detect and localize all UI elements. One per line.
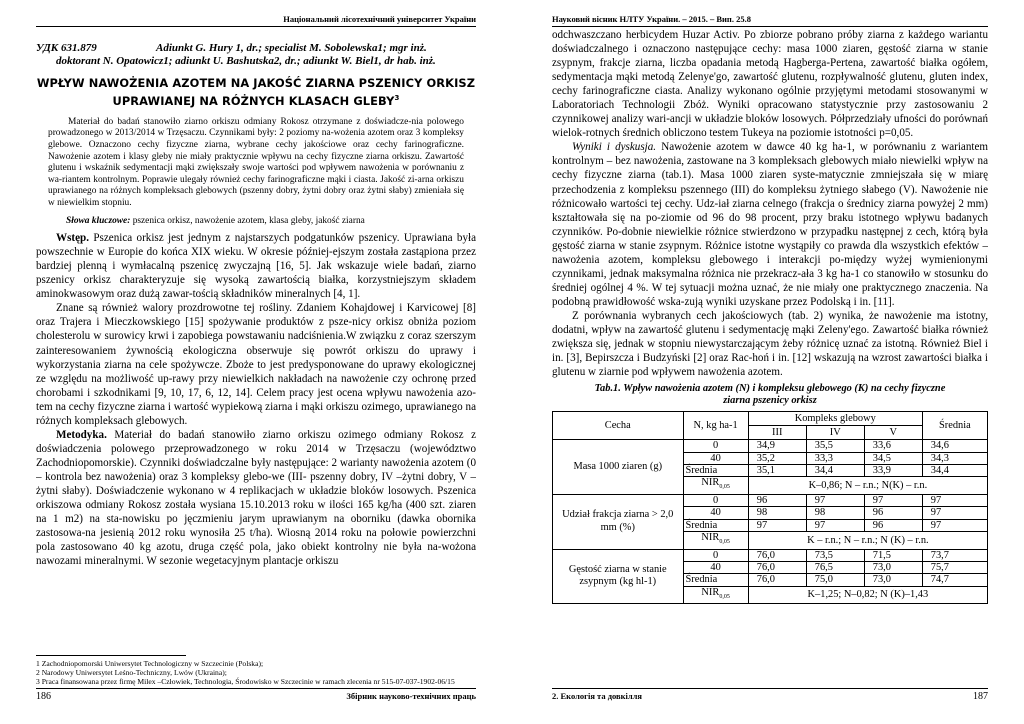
row-group-label: Masa 1000 ziaren (g) bbox=[553, 440, 684, 495]
table-cell: 33,6 bbox=[864, 440, 922, 452]
intro-paragraph bbox=[36, 231, 476, 301]
table-row bbox=[553, 494, 988, 506]
cell-n-dose: 0 bbox=[683, 440, 748, 452]
intro-heading: Wstęp. bbox=[56, 232, 89, 245]
page-number-left: 186 bbox=[36, 691, 51, 702]
nir-value: K–0,86; N – r.n.; N(K) – r.n. bbox=[748, 477, 987, 494]
keywords-label: Słowa kluczowe: bbox=[66, 215, 131, 226]
paragraph-2: Znane są również walory prozdrowotne tej rośliny. Zdaniem Kohajdowej i Karvicowej [8] oraz Trajera i Mieczkowskiego [15] spożywanie produktów z psze-nicy orkisz obniża poziom cholesterolu w surowicy krwi i zapobiega powstawaniu nadciśnienia.W związku z coraz szerszym zainteresowaniem żywnością ekologiczna obserwuje się powrót orkiszu do uprawy i wykorzystania ziarna na cele spożywcze. Zboże to jest predysponowane do uprawy ekologicznej ze względu na możliwość up-rawy przy niewielkich nakładach na nawożenie czy ochronę przed chorobami i szkodnikami [9, 10, 17, 6, 12, 14]. Celem pracy jest ocena wpływu nawożenia azo-tem na cechy fizyczne ziarna i wartość wypiekową ziarna i mąki orkiszu ozimego, uprawianego na różnych kompleksach glebowych. bbox=[36, 302, 476, 427]
results-table bbox=[552, 411, 988, 604]
table-cell: 34,6 bbox=[922, 440, 987, 452]
udk-code: УДК 631.879 bbox=[36, 42, 97, 54]
col-header-srednia: Średnia bbox=[922, 412, 987, 440]
nir-value: K–1,25; N–0,82; N (K)–1,43 bbox=[748, 586, 987, 603]
methods-text: Materiał do badań stanowiło ziarno orkiszu ozimego odmiany Rokosz z doświadczenia polowego przeprowadzonego w roku 2014 w Trzęsaczu (województwo Zachodniopomorskie). Czynniki doświadczalne były następujące: 2 warianty nawożenia azotem (0 – kontrola bez nawożenia) oraz 3 kompleksy glebo-we (III- pszenny dobry, IV –żytni dobry, V –żytni słaby). Doświadczenie wykonano w 4 replikacjach w układzie bloków losowych. Pszenica orkiszowa odmiany Rokosz została wysiana 15.10.2013 roku w ilości 165 kg/ha (400 szt. ziaren na 1 m2) na sta-nowisku po jęczmieniu jarym uprawianym na oborniku (dawka obornika zastosowa-na jesienią 2012 roku wynosiła 25 t/ha). Wiosną 2014 roku na połowie powierzchni pola zastosowano 40 kg azotu, druga część pola, jako obiekt kontrolny nie była na-wożona nawozami mineralnymi. W sezonie wegetacyjnym plantacje orkiszu bbox=[36, 428, 476, 568]
table-cell: 97 bbox=[922, 507, 987, 519]
intro-text: Pszenica orkisz jest jednym z najstarszych podgatunków pszenicy. Uprawiana była powszechnie w Europie do końca XIX wieku. W okresie później-ejszym została zastąpiona przez bardziej plenną i wymłacalną pszenicę zwyczajną [16, 5]. Jak wskazuje wiele badań, ziarno pszenicy orkisz charakteryzuje się wysoką zawartością białka, korzystniejszym składem aminokwasowym oraz dużą zawar-tością składników mineralnych [4, 1]. bbox=[36, 232, 476, 301]
cell-n-dose: Średnia bbox=[683, 464, 748, 476]
cell-n-dose: 40 bbox=[683, 561, 748, 573]
row-group-label: Gęstość ziarna w stanie zsypnym (kg hl-1) bbox=[553, 549, 684, 604]
table-cell: 96 bbox=[864, 519, 922, 531]
right-content bbox=[552, 28, 988, 686]
methods-heading: Metodyka. bbox=[56, 428, 107, 441]
left-content bbox=[36, 28, 476, 686]
col-header-kompleks: Kompleks glebowy bbox=[748, 412, 922, 426]
table-cell: 33,9 bbox=[864, 464, 922, 476]
table-cell: 71,5 bbox=[864, 549, 922, 561]
keywords-text: pszenica orkisz, nawożenie azotem, klasa gleby, jakość ziarna bbox=[132, 215, 365, 226]
table-cell: 76,5 bbox=[806, 561, 864, 573]
abstract: Materiał do badań stanowiło ziarno orkiszu odmiany Rokosz otrzymane z doświadcze-nia polowego prowadzonego w 2013/2014 w Trzęsaczu. Czynnikami były: 2 poziomy na-wożenia azotem oraz 3 kompleksy glebowe. Oznaczono cechy fizyczne ziarna, wybrane cechy jakościowe oraz cechy farinograficzne. Nawożenie azotem i klasy gleby nie miały praktycznie wpływu na cechy fizyczne ziarna orkiszu. Zawartość glutenu i wskaźnik sedymentacji mąki zwiększały swoje wartości pod wpływem nawożenia w porównaniu z wa-riantem kontrolnym. Poprawie ulegały również cechy farinograficzne mąki i ciasta. Jakość zi-arna orkiszu uprawianego na różnych kompleksach glebowych (pszenny dobry, żytni dobry oraz żytni słaby) zmieniała się w niewielkim stopniu. bbox=[48, 116, 464, 208]
table-cell: 33,3 bbox=[806, 452, 864, 464]
col-header-k-iv: IV bbox=[806, 426, 864, 440]
nir-label-cell bbox=[683, 586, 748, 603]
footer-left bbox=[36, 688, 476, 702]
authors-line-2: doktorant N. Opatowicz1; adiunkt U. Bashutska2, dr.; adiunkt W. Biel1, dr hab. inż. bbox=[56, 55, 436, 67]
page-number-right: 187 bbox=[973, 691, 988, 702]
results-heading: Wyniki i dyskusja. bbox=[572, 141, 657, 154]
cell-n-dose: 40 bbox=[683, 507, 748, 519]
row-group-label: Udział frakcja ziarna > 2,0 mm (%) bbox=[553, 494, 684, 549]
table-cell: 35,5 bbox=[806, 440, 864, 452]
footer-title-left: Збірник науково-технічних праць bbox=[346, 691, 476, 701]
table-cell: 76,0 bbox=[748, 561, 806, 573]
footnote-2: 2 Narodowy Uniwersytet Leśno-Techniczny, Lwów (Ukraina); bbox=[36, 668, 227, 677]
table-cell: 34,3 bbox=[922, 452, 987, 464]
table-cell: 97 bbox=[922, 494, 987, 506]
table-cell: 73,0 bbox=[864, 574, 922, 586]
cell-n-dose: 0 bbox=[683, 494, 748, 506]
table-cell: 97 bbox=[922, 519, 987, 531]
table-cell: 34,9 bbox=[748, 440, 806, 452]
table-cell: 35,2 bbox=[748, 452, 806, 464]
table-cell: 73,0 bbox=[864, 561, 922, 573]
nir-subscript: 0,05 bbox=[719, 539, 730, 546]
table-cell: 76,0 bbox=[748, 549, 806, 561]
table-cell: 34,4 bbox=[806, 464, 864, 476]
results-paragraph bbox=[552, 140, 988, 309]
footnote-1: 1 Zachodniopomorski Uniwersytet Technologiczny w Szczecinie (Polska); bbox=[36, 659, 264, 668]
table-cell: 34,4 bbox=[922, 464, 987, 476]
cell-n-dose: Średnia bbox=[683, 574, 748, 586]
table-cell: 73,5 bbox=[806, 549, 864, 561]
table-cell: 98 bbox=[806, 507, 864, 519]
table-body bbox=[553, 440, 988, 604]
col-header-cecha: Cecha bbox=[553, 412, 684, 440]
table-cell: 73,7 bbox=[922, 549, 987, 561]
table-cell: 97 bbox=[748, 519, 806, 531]
cell-n-dose: Średnia bbox=[683, 519, 748, 531]
footnotes bbox=[36, 655, 476, 686]
table-cell: 76,0 bbox=[748, 574, 806, 586]
nir-value: K – r.n.; N – r.n.; N (K) – r.n. bbox=[748, 532, 987, 549]
nir-label: NIR bbox=[701, 477, 720, 489]
running-head-right: Науковий вісник НЛТУ України. – 2015. – Вип. 25.8 bbox=[552, 14, 988, 27]
udk-authors-row bbox=[36, 42, 476, 55]
right-page bbox=[512, 0, 1024, 724]
table-cell: 74,7 bbox=[922, 574, 987, 586]
title-line-1: WPŁYW NAWOŻENIA AZOTEM NA JAKOŚĆ ZIARNA PSZENICY ORKISZ bbox=[36, 76, 476, 90]
nir-label: NIR bbox=[701, 586, 720, 598]
col-header-k-iii: III bbox=[748, 426, 806, 440]
table-caption-line-2: ziarna pszenicy orkisz bbox=[723, 395, 817, 407]
methods-paragraph bbox=[36, 428, 476, 568]
col-header-n: N, kg ha-1 bbox=[683, 412, 748, 440]
cell-n-dose: 40 bbox=[683, 452, 748, 464]
nir-subscript: 0,05 bbox=[719, 593, 730, 600]
footer-right bbox=[552, 688, 988, 702]
article-title bbox=[36, 76, 476, 109]
running-head-left: Національний лісотехнічний університет України bbox=[36, 14, 476, 27]
table-cell: 97 bbox=[864, 494, 922, 506]
table-cell: 35,1 bbox=[748, 464, 806, 476]
table-cell: 34,5 bbox=[864, 452, 922, 464]
footer-title-right: 2. Екологія та довкілля bbox=[552, 691, 643, 701]
title-footnote-mark: 3 bbox=[394, 94, 400, 102]
nir-subscript: 0,05 bbox=[719, 484, 730, 491]
table-row bbox=[553, 549, 988, 561]
table-cell: 96 bbox=[748, 494, 806, 506]
col-header-k-v: V bbox=[864, 426, 922, 440]
title-line-2: UPRAWIANEJ NA RÓŻNYCH KLASACH GLEBY bbox=[112, 93, 395, 108]
table-cell: 97 bbox=[806, 519, 864, 531]
nir-label: NIR bbox=[701, 532, 720, 544]
nir-label-cell bbox=[683, 532, 748, 549]
table-caption-line-1: Tab.1. Wpływ nawożenia azotem (N) i kompleksu glebowego (K) na cechy fizyczne bbox=[594, 383, 946, 395]
results-text: Nawożenie azotem w dawce 40 kg ha-1, w porównaniu z wariantem kontrolnym – bez nawożenia, zastowane na 3 kompleksach glebowych miało niewielki wpływ na cechy fizyczne ziarna (tab.1). Masa 1000 ziaren syste-matycznie zmniejszała się w miarę przechodzenia z kompleksu pszennego (III) do kompleksu żytniego słabego (V). Nawożenie nie różnicowało wartości tej cechy. Udz-iał ziarna celnego (frakcja o średnicy ziarna powyżej 2 mm) kształtowała się na po-ziomie od 96 do 98 procent, przy braku istotnego wpływu badanych czynników. Po-dobnie niewielkie różnice stwierdzono w przypadku następnej z cech, którą była gęstość ziarna w stanie zsypnym. Różnice istotne wystąpiły co prawda dla wszystkich efektów – nawożenia azotem, kompleksu glebowego i interakcji po-między wyżej wymienionymi czynnikami, jednak maksymalna różnica nie przekracz-ała 3 kg ha-1 co stanowiło w stosunku do średniej ogólnej 4 %. W tej sytuacji można uznać, że nie miały one praktycznego znaczenia. Na podobną prawidłowość wska-zują wyniki uzyskane przez Podolską i in. [11]. bbox=[552, 141, 988, 308]
table-caption bbox=[552, 383, 988, 407]
table-cell: 96 bbox=[864, 507, 922, 519]
table-row bbox=[553, 440, 988, 452]
footnote-rule bbox=[36, 655, 186, 656]
nir-label-cell bbox=[683, 477, 748, 494]
right-paragraph-3: Z porównania wybranych cech jakościowych (tab. 2) wynika, że nawożenie ma istotny, dodatni, wpływ na zawartość glutenu i sedymentację mąki Zeleny'ego. Zawartość białka również zwiększa się, jednak w stopniu niewystarczającym żeby różnicę uznać za istotną. Również Biel i in. [3], Bepirszcza i Budzyński [2] oraz Rac-hoń i in. [12] wskazują na wzrost zawartości białka i glutenu w ziarnie pod wpływem nawożenia azotem. bbox=[552, 309, 988, 379]
table-cell: 97 bbox=[806, 494, 864, 506]
authors-line-1: Adiunkt G. Hury 1, dr.; specialist M. Sobolewska1; mgr inż. bbox=[156, 42, 427, 54]
table-cell: 98 bbox=[748, 507, 806, 519]
footnote-3: 3 Praca finansowana przez firmę Milex –Człowiek, Technologia, Środowisko w Szczecinie w ramach zlecenia nr 515-07-037-1902-06/15 bbox=[36, 677, 455, 686]
table-cell: 75,7 bbox=[922, 561, 987, 573]
keywords bbox=[36, 216, 476, 228]
cell-n-dose: 0 bbox=[683, 549, 748, 561]
right-paragraph-1: odchwaszczano herbicydem Huzar Activ. Po zbiorze pobrano próby ziarna z każdego wariantu doświadczalnego i oznaczono następujące cechy: masa 1000 ziaren, gęstość ziarna w stanie zsypnym, frakcje ziarna, liczba opadania metodą Hagberga-Pertena, zawartość białka ogółem, sedymentacja mąki metodą Zelenye'go, zawartość glutenu, rozpływalność glutenu, gluten index, cechy farinograficzne ciasta. Analizy wykonano ogólnie przyjętymi metodami stosowanymi w Laboratoriach Technologii Zbóż. Wyniki opracowano statystycznie przy zastosowaniu 2 czynnikowej analizy wari-ancji w układzie bloków losowych. Półprzedziały ufności do porównań wielok-rotnych średnich obliczono testem Tukeya na poziomie istotności p=0,05. bbox=[552, 29, 988, 140]
table-cell: 75,0 bbox=[806, 574, 864, 586]
